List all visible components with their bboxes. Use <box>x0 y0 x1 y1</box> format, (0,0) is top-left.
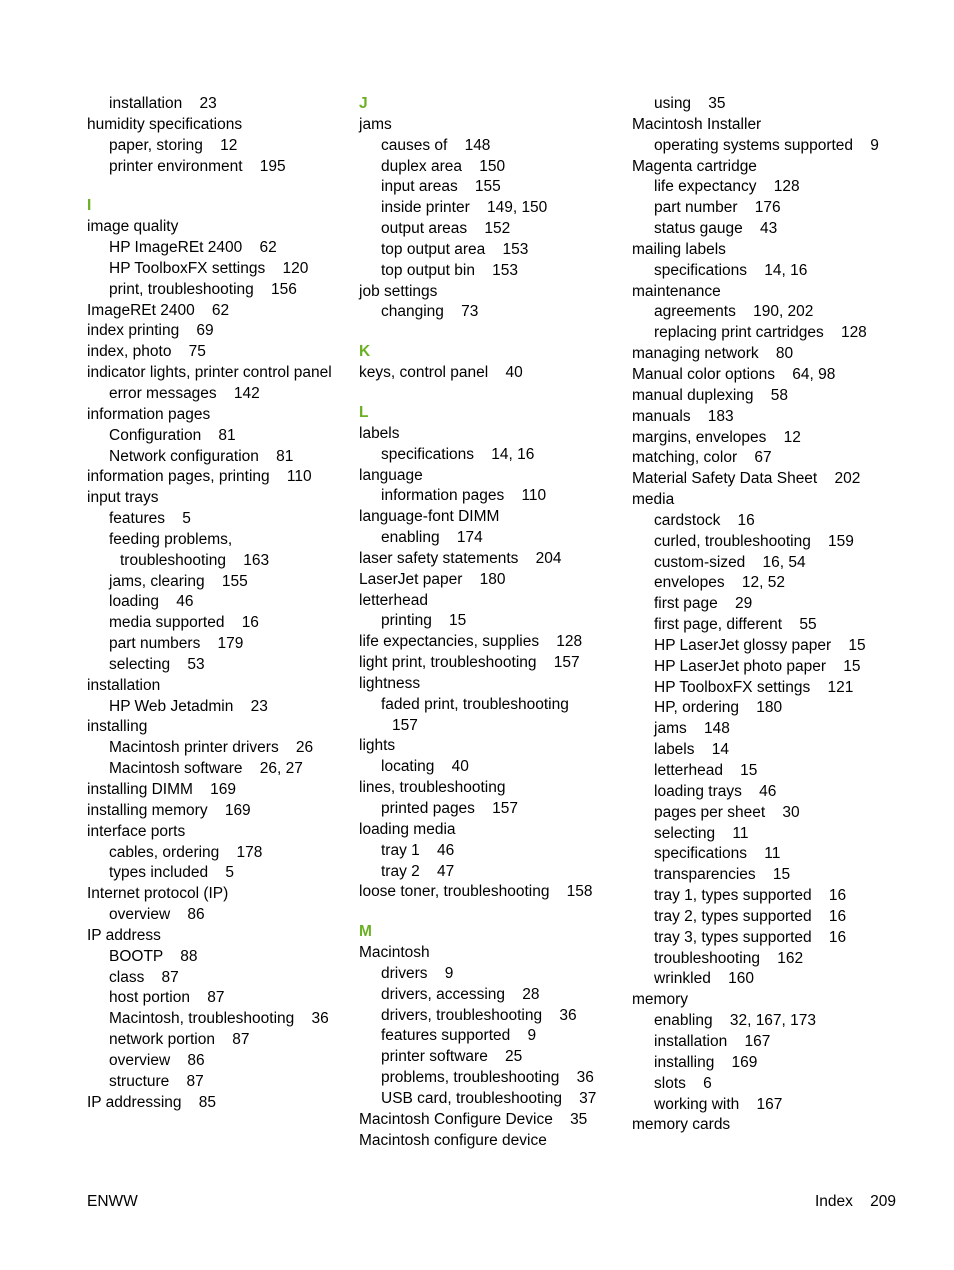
index-subentry: media supported 16 <box>109 614 259 632</box>
index-subentry: HP LaserJet photo paper 15 <box>654 657 861 675</box>
index-subentry: operating systems supported 9 <box>654 136 879 154</box>
index-subentry: input areas 155 <box>381 178 501 196</box>
index-subentry: faded print, troubleshooting <box>381 695 569 713</box>
index-entry: mailing labels <box>632 240 726 258</box>
index-entry: Macintosh Installer <box>632 115 762 133</box>
index-subentry: loading trays 46 <box>654 782 777 800</box>
index-subentry: causes of 148 <box>381 136 491 154</box>
index-subentry: jams, clearing 155 <box>109 572 248 590</box>
index-entry: language <box>359 466 423 484</box>
footer-page-label: Index 209 <box>814 1193 896 1210</box>
index-subentry: slots 6 <box>654 1074 712 1092</box>
index-entry: loose toner, troubleshooting 158 <box>359 883 593 901</box>
index-subentry: troubleshooting 162 <box>654 949 804 967</box>
index-entry: IP address <box>87 926 161 944</box>
index-entry: indicator lights, printer control panel <box>87 364 332 382</box>
index-subentry: labels 14 <box>654 741 729 759</box>
index-subentry: installation 167 <box>654 1032 771 1050</box>
index-subentry: transparencies 15 <box>654 866 791 884</box>
index-subentry: specifications 14, 16 <box>381 445 535 463</box>
index-column-2 <box>359 94 621 1152</box>
index-subentry: printed pages 157 <box>381 800 519 817</box>
index-subentry: class 87 <box>109 968 179 986</box>
index-entry: LaserJet paper 180 <box>359 570 506 588</box>
index-subentry: working with 167 <box>654 1095 783 1113</box>
index-subentry: types included 5 <box>109 864 234 882</box>
index-entry: lines, troubleshooting <box>359 779 506 797</box>
index-subentry: enabling 174 <box>381 529 483 547</box>
index-subentry: USB card, troubleshooting 37 <box>381 1089 597 1107</box>
index-entry: life expectancies, supplies 128 <box>359 633 583 651</box>
index-subentry: printer environment 195 <box>109 157 286 175</box>
index-entry: Macintosh configure device <box>359 1131 547 1149</box>
index-subentry: using 35 <box>654 95 726 112</box>
index-subentry: HP ImageREt 2400 62 <box>109 239 277 257</box>
index-entry: Internet protocol (IP) <box>87 885 229 903</box>
index-subentry: overview 86 <box>109 906 205 924</box>
index-subentry: Macintosh software 26, 27 <box>109 760 303 778</box>
index-entry: memory <box>632 991 688 1009</box>
index-entry: ImageREt 2400 62 <box>87 301 230 319</box>
index-entry: manuals 183 <box>632 407 734 425</box>
index-subentry: problems, troubleshooting 36 <box>381 1069 594 1087</box>
index-entry: input trays <box>87 489 159 507</box>
index-entry: Macintosh <box>359 944 430 962</box>
index-subentry: HP ToolboxFX settings 121 <box>654 678 854 696</box>
index-entry: Macintosh Configure Device 35 <box>359 1110 588 1128</box>
index-subentry: duplex area 150 <box>381 157 506 175</box>
index-subentry: selecting 53 <box>109 655 205 673</box>
index-subentry: HP LaserJet glossy paper 15 <box>654 636 866 654</box>
index-subentry: enabling 32, 167, 173 <box>654 1012 817 1030</box>
index-entry: media <box>632 491 675 509</box>
index-subentry: pages per sheet 30 <box>654 803 800 821</box>
index-subentry: features supported 9 <box>381 1027 537 1045</box>
index-entry: Material Safety Data Sheet 202 <box>632 470 861 488</box>
index-subentry: tray 1, types supported 16 <box>654 887 847 905</box>
index-entry: lightness <box>359 674 421 692</box>
index-subentry: first page, different 55 <box>654 616 817 634</box>
index-subentry: output areas 152 <box>381 220 511 238</box>
index-subentry: curled, troubleshooting 159 <box>654 532 854 550</box>
index-entry: light print, troubleshooting 157 <box>359 654 580 672</box>
index-subentry: HP ToolboxFX settings 120 <box>109 259 309 277</box>
index-subentry: replacing print cartridges 128 <box>654 324 867 342</box>
index-subentry: features 5 <box>109 510 191 528</box>
index-entry: memory cards <box>632 1116 731 1134</box>
index-subentry: feeding problems, <box>109 530 233 548</box>
index-subentry: Macintosh printer drivers 26 <box>109 739 314 757</box>
index-subentry: drivers 9 <box>381 964 454 982</box>
index-subentry: Macintosh, troubleshooting 36 <box>109 1010 329 1028</box>
index-column-1 <box>87 94 349 1114</box>
index-subentry: top output area 153 <box>381 240 529 258</box>
index-subentry: first page 29 <box>654 595 753 613</box>
index-subentry: Configuration 81 <box>109 426 236 444</box>
index-entry: Magenta cartridge <box>632 157 757 175</box>
index-subentry: drivers, troubleshooting 36 <box>381 1006 577 1024</box>
index-section-heading: I <box>87 197 92 215</box>
index-subentry: installation 23 <box>109 95 217 112</box>
index-section-heading: K <box>359 343 371 361</box>
index-subentry: letterhead 15 <box>654 762 758 779</box>
index-entry: letterhead <box>359 591 428 609</box>
index-subentry: part numbers 179 <box>109 635 244 653</box>
index-subentry: specifications 14, 16 <box>654 261 808 279</box>
index-section-heading: J <box>359 95 368 112</box>
index-entry: installing <box>87 718 148 736</box>
index-subentry: BOOTP 88 <box>109 947 198 965</box>
index-subentry: printing 15 <box>381 612 467 630</box>
index-entry: margins, envelopes 12 <box>632 428 801 446</box>
index-subentry: paper, storing 12 <box>109 136 238 154</box>
index-subentry: print, troubleshooting 156 <box>109 280 297 298</box>
index-subentry: structure 87 <box>109 1072 204 1090</box>
index-entry: information pages <box>87 405 211 423</box>
index-entry: humidity specifications <box>87 115 243 133</box>
index-subentry: drivers, accessing 28 <box>381 985 540 1003</box>
index-subentry: information pages 110 <box>381 487 547 505</box>
index-subentry: custom-sized 16, 54 <box>654 553 806 571</box>
index-subentry: specifications 11 <box>654 845 781 863</box>
index-subentry: HP Web Jetadmin 23 <box>109 697 268 715</box>
index-subentry: installing 169 <box>654 1053 758 1071</box>
index-subentry: status gauge 43 <box>654 220 778 238</box>
index-entry: keys, control panel 40 <box>359 364 523 382</box>
index-entry: job settings <box>359 282 438 300</box>
index-entry: laser safety statements 204 <box>359 549 562 567</box>
index-column-3 <box>632 94 894 1136</box>
index-entry: Manual color options 64, 98 <box>632 365 836 383</box>
index-entry: information pages, printing 110 <box>87 468 312 486</box>
index-entry: managing network 80 <box>632 345 794 363</box>
index-entry: installing memory 169 <box>87 801 251 819</box>
index-subentry: locating 40 <box>381 758 469 776</box>
index-entry: matching, color 67 <box>632 449 772 467</box>
index-entry: maintenance <box>632 282 721 300</box>
index-subentry: envelopes 12, 52 <box>654 574 785 592</box>
index-entry: IP addressing 85 <box>87 1093 216 1111</box>
index-entry: lights <box>359 737 396 755</box>
index-subentry: part number 176 <box>654 199 781 217</box>
footer-left: ENWW <box>87 1193 138 1210</box>
index-subentry: Network configuration 81 <box>109 447 294 465</box>
index-subentry: 157 <box>392 716 418 734</box>
index-subentry: inside printer 149, 150 <box>381 199 548 217</box>
index-subentry: top output bin 153 <box>381 261 519 279</box>
index-subentry: changing 73 <box>381 303 479 321</box>
index-entry: index printing 69 <box>87 322 214 340</box>
index-subentry: cardstock 16 <box>654 511 755 529</box>
index-subentry: host portion 87 <box>109 989 225 1007</box>
index-entry: interface ports <box>87 822 186 840</box>
index-entry: installation <box>87 676 161 694</box>
index-subentry: jams 148 <box>654 720 730 738</box>
index-subentry: troubleshooting 163 <box>120 551 270 569</box>
index-subentry: error messages 142 <box>109 384 260 402</box>
index-entry: index, photo 75 <box>87 343 206 361</box>
index-subentry: network portion 87 <box>109 1031 250 1049</box>
index-subentry: tray 3, types supported 16 <box>654 928 847 946</box>
index-entry: language-font DIMM <box>359 508 500 526</box>
index-entry: installing DIMM 169 <box>87 781 237 798</box>
index-entry: loading media <box>359 820 456 838</box>
index-section-heading: M <box>359 923 372 941</box>
index-subentry: agreements 190, 202 <box>654 303 814 321</box>
index-subentry: loading 46 <box>109 593 194 611</box>
index-subentry: wrinkled 160 <box>654 970 754 988</box>
index-entry: jams <box>359 115 392 133</box>
index-subentry: selecting 11 <box>654 824 749 842</box>
index-subentry: tray 1 46 <box>381 841 455 859</box>
index-entry: image quality <box>87 218 179 236</box>
index-subentry: cables, ordering 178 <box>109 843 263 861</box>
index-section-heading: L <box>359 403 369 421</box>
index-entry: labels <box>359 424 400 442</box>
index-subentry: tray 2 47 <box>381 862 455 880</box>
index-subentry: life expectancy 128 <box>654 178 800 196</box>
index-subentry: tray 2, types supported 16 <box>654 907 847 925</box>
index-subentry: printer software 25 <box>381 1048 523 1066</box>
index-subentry: overview 86 <box>109 1051 205 1069</box>
index-subentry: HP, ordering 180 <box>654 699 783 717</box>
index-entry: manual duplexing 58 <box>632 386 788 404</box>
